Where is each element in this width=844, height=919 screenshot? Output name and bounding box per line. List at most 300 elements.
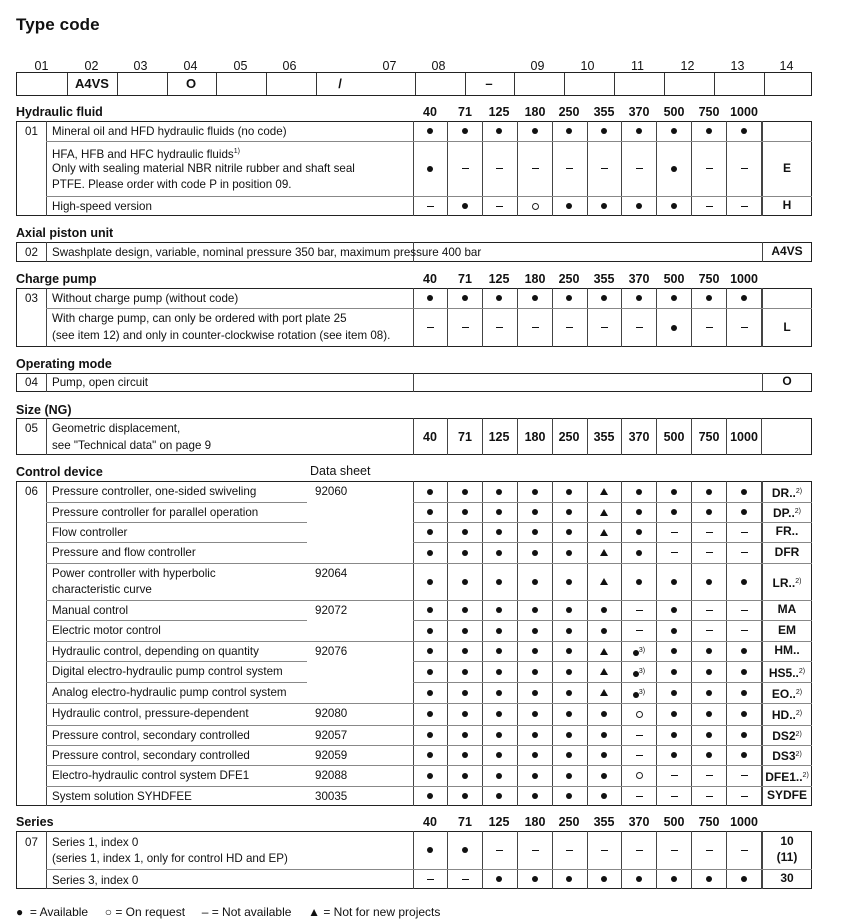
availability-mark	[587, 123, 622, 139]
availability-mark	[448, 574, 483, 590]
mark-glyph	[532, 489, 538, 495]
availability-mark	[482, 545, 517, 561]
availability-mark	[727, 290, 762, 306]
box-divider	[664, 73, 665, 95]
availability-mark	[518, 574, 553, 590]
availability-mark	[727, 623, 762, 639]
availability-mark	[587, 545, 622, 561]
position-number: 14	[779, 59, 794, 73]
availability-mark	[518, 747, 553, 763]
mark-glyph	[462, 550, 468, 556]
availability-mark	[587, 685, 622, 701]
availability-mark	[448, 290, 483, 306]
size-header: 40	[423, 105, 437, 119]
availability-mark	[518, 545, 553, 561]
mark-glyph	[741, 552, 748, 553]
order-code	[762, 871, 812, 886]
availability-mark	[657, 504, 692, 520]
mark-glyph	[741, 128, 747, 134]
size-header: 750	[698, 272, 720, 286]
availability-mark	[587, 161, 622, 177]
availability-mark	[587, 320, 622, 336]
row-separator	[413, 765, 812, 766]
availability-mark	[552, 504, 587, 520]
availability-mark	[692, 706, 727, 722]
availability-mark	[622, 161, 657, 177]
data-sheet-number: 92072	[315, 604, 348, 617]
availability-mark	[482, 747, 517, 763]
availability-mark	[657, 788, 692, 804]
mark-glyph	[601, 752, 607, 758]
availability-mark	[552, 706, 587, 722]
size-header: 40	[423, 272, 437, 286]
availability-mark	[657, 123, 692, 139]
footnote-ref: 2)	[795, 731, 802, 738]
availability-mark	[482, 871, 517, 887]
row-number: 06	[25, 485, 38, 498]
footnote-ref: 2)	[798, 667, 806, 675]
row-separator	[46, 703, 307, 704]
mark-glyph	[566, 579, 572, 585]
mark-glyph	[600, 549, 608, 556]
availability-mark	[692, 320, 727, 336]
mark-glyph	[706, 327, 713, 328]
row-text: Series 1, index 0	[52, 836, 139, 849]
row-text: Pressure control, secondary controlled	[52, 749, 250, 762]
row-text: Pressure and flow controller	[52, 546, 196, 559]
mark-glyph	[496, 669, 502, 675]
mark-glyph	[427, 166, 433, 172]
row-separator	[46, 745, 307, 746]
row-separator	[307, 703, 413, 704]
availability-mark	[587, 484, 622, 500]
availability-mark	[413, 320, 448, 336]
availability-mark: 3)	[622, 643, 657, 659]
mark-glyph	[427, 529, 433, 535]
size-header: 125	[488, 815, 510, 829]
row-text: characteristic curve	[52, 583, 152, 596]
availability-mark	[482, 290, 517, 306]
order-code	[762, 727, 812, 744]
size-header: 71	[458, 815, 472, 829]
row-number: 03	[25, 292, 38, 305]
mark-glyph	[741, 752, 747, 758]
footnote-ref: 2)	[795, 577, 802, 585]
size-header: 750	[698, 815, 720, 829]
availability-mark	[518, 706, 553, 722]
data-sheet-number: 92088	[315, 769, 348, 782]
availability-mark	[657, 664, 692, 680]
availability-mark	[448, 842, 483, 858]
mark-glyph	[741, 532, 748, 533]
size-value: 750	[698, 430, 720, 444]
availability-mark	[518, 643, 553, 659]
order-code	[762, 850, 812, 865]
order-code	[762, 320, 812, 335]
availability-mark	[448, 545, 483, 561]
code-box-value: O	[185, 76, 197, 91]
availability-mark	[552, 871, 587, 887]
row-text: Swashplate design, variable, nominal pressure 350 bar, maximum pressure 400 bar	[52, 246, 482, 259]
data-sheet-number: 30035	[315, 790, 348, 803]
availability-mark	[727, 871, 762, 887]
availability-mark	[448, 504, 483, 520]
mark-glyph	[636, 755, 643, 756]
availability-mark	[692, 290, 727, 306]
size-header: 250	[558, 815, 580, 829]
order-code-value: DR..	[771, 485, 796, 500]
availability-mark	[482, 320, 517, 336]
availability-mark	[622, 706, 657, 722]
row-separator	[46, 308, 812, 309]
mark-glyph	[566, 327, 573, 328]
row-separator	[307, 563, 413, 564]
availability-mark	[692, 161, 727, 177]
size-header: 355	[593, 815, 615, 829]
mark-glyph	[600, 578, 608, 585]
row-text: Pressure controller for parallel operation	[52, 506, 259, 519]
mark-glyph	[636, 610, 643, 611]
availability-mark	[482, 504, 517, 520]
availability-mark	[692, 574, 727, 590]
mark-glyph	[566, 732, 572, 738]
mark-glyph	[601, 295, 607, 301]
row-separator	[46, 542, 307, 543]
availability-mark	[482, 198, 517, 214]
row-separator	[413, 745, 812, 746]
column-divider	[413, 373, 414, 392]
mark-glyph	[566, 550, 572, 556]
availability-mark	[692, 602, 727, 618]
availability-mark	[657, 643, 692, 659]
mark-glyph	[462, 203, 468, 209]
availability-mark	[587, 574, 622, 590]
mark-glyph	[741, 876, 747, 882]
availability-mark	[413, 842, 448, 858]
order-code	[762, 161, 812, 176]
mark-glyph	[671, 711, 677, 717]
box-divider	[764, 73, 765, 95]
availability-mark	[692, 871, 727, 887]
mark-glyph	[671, 489, 677, 495]
mark-glyph	[636, 796, 643, 797]
availability-mark	[518, 842, 553, 858]
type-code-boxes	[16, 72, 812, 96]
availability-mark	[448, 727, 483, 743]
availability-mark	[657, 161, 692, 177]
mark-glyph	[566, 295, 572, 301]
availability-mark	[657, 768, 692, 784]
availability-mark	[622, 788, 657, 804]
mark-glyph	[601, 732, 607, 738]
row-separator	[307, 641, 413, 642]
mark-glyph	[706, 711, 712, 717]
mark-glyph	[566, 876, 572, 882]
mark-glyph	[671, 732, 677, 738]
mark-glyph	[427, 773, 433, 779]
availability-mark	[552, 685, 587, 701]
mark-glyph	[427, 509, 433, 515]
mark-glyph	[706, 876, 712, 882]
mark-glyph	[427, 206, 434, 207]
availability-mark	[587, 842, 622, 858]
column-divider	[46, 121, 47, 216]
availability-mark: 3)	[622, 664, 657, 680]
availability-mark	[413, 574, 448, 590]
section-heading: Size (NG)	[16, 403, 72, 417]
order-code-value: L	[783, 319, 791, 334]
availability-mark	[657, 623, 692, 639]
mark-glyph	[532, 327, 539, 328]
availability-mark	[727, 685, 762, 701]
mark-glyph	[462, 529, 468, 535]
mark-glyph	[427, 607, 433, 613]
row-separator	[413, 600, 812, 601]
position-number: 12	[680, 59, 695, 73]
column-divider	[46, 373, 47, 392]
mark-glyph	[706, 295, 712, 301]
size-header: 500	[663, 105, 685, 119]
mark-glyph	[462, 509, 468, 515]
position-number: 03	[133, 59, 148, 73]
mark-glyph	[671, 690, 677, 696]
row-separator	[413, 786, 812, 787]
order-code	[762, 664, 812, 681]
position-number: 13	[730, 59, 745, 73]
row-text: System solution SYHDFEE	[52, 790, 192, 803]
mark-glyph	[706, 168, 713, 169]
row-text: PTFE. Please order with code P in position 09.	[52, 178, 292, 191]
mark-glyph	[600, 668, 608, 675]
row-text: (series 1, index 1, only for control HD and EP)	[52, 852, 288, 865]
availability-mark	[727, 574, 762, 590]
availability-mark	[552, 524, 587, 540]
availability-mark	[692, 664, 727, 680]
data-sheet-number: 92064	[315, 567, 348, 580]
availability-mark	[622, 198, 657, 214]
row-text: Electro-hydraulic control system DFE1	[52, 769, 250, 782]
footnote-ref: 1)	[233, 148, 240, 155]
footnote-ref: 2)	[795, 751, 802, 758]
row-text: Series 3, index 0	[52, 874, 139, 887]
size-header: 71	[458, 105, 472, 119]
availability-mark	[657, 524, 692, 540]
availability-mark	[587, 198, 622, 214]
availability-mark	[622, 524, 657, 540]
mark-glyph	[566, 128, 572, 134]
availability-mark	[552, 643, 587, 659]
order-code	[762, 834, 812, 849]
size-header: 40	[423, 815, 437, 829]
mark-glyph	[671, 532, 678, 533]
availability-mark	[413, 643, 448, 659]
availability-mark	[413, 602, 448, 618]
row-number: 05	[25, 422, 38, 435]
mark-glyph	[741, 630, 748, 631]
mark-glyph	[496, 732, 502, 738]
position-number: 09	[530, 59, 545, 73]
row-separator	[413, 661, 812, 662]
size-header: 250	[558, 272, 580, 286]
mark-glyph	[462, 628, 468, 634]
mark-glyph	[566, 669, 572, 675]
availability-mark	[518, 484, 553, 500]
availability-mark	[413, 123, 448, 139]
availability-mark	[413, 727, 448, 743]
mark-glyph	[496, 489, 502, 495]
row-separator	[413, 703, 812, 704]
availability-mark	[622, 320, 657, 336]
mark-glyph	[427, 628, 433, 634]
availability-mark	[518, 727, 553, 743]
order-code	[762, 244, 812, 259]
section-heading: Charge pump	[16, 272, 97, 286]
mark-glyph	[671, 325, 677, 331]
data-sheet-number: 92076	[315, 645, 348, 658]
row-separator	[413, 641, 812, 642]
row-separator	[307, 745, 413, 746]
order-code-value: DP..	[772, 506, 795, 520]
availability-mark	[657, 574, 692, 590]
availability-mark	[657, 602, 692, 618]
mark-glyph	[706, 732, 712, 738]
footnote-ref: 2)	[794, 508, 802, 515]
row-separator	[413, 522, 812, 523]
footnote-ref: 2)	[795, 688, 803, 696]
order-code-value: EM	[778, 622, 796, 637]
mark-glyph	[566, 628, 572, 634]
mark-glyph	[532, 793, 538, 799]
row-separator	[46, 641, 307, 642]
order-code-value: H	[782, 198, 792, 212]
size-value: 180	[524, 430, 546, 444]
mark-glyph	[706, 532, 713, 533]
availability-mark	[482, 768, 517, 784]
row-text: Digital electro-hydraulic pump control system	[52, 665, 283, 678]
availability-mark	[552, 320, 587, 336]
mark-glyph	[462, 773, 468, 779]
row-separator	[307, 765, 413, 766]
availability-mark	[482, 664, 517, 680]
availability-mark	[552, 664, 587, 680]
mark-glyph	[427, 793, 433, 799]
availability-mark	[622, 504, 657, 520]
availability-mark	[448, 664, 483, 680]
mark-glyph	[671, 669, 677, 675]
availability-mark	[518, 524, 553, 540]
availability-mark	[413, 871, 448, 887]
data-sheet-header: Data sheet	[310, 464, 371, 478]
mark-glyph	[532, 732, 538, 738]
mark-glyph	[496, 648, 502, 654]
mark-glyph	[706, 752, 712, 758]
size-header: 355	[593, 272, 615, 286]
mark-glyph	[706, 648, 712, 654]
mark-glyph	[462, 879, 469, 880]
order-code	[762, 374, 812, 389]
availability-mark	[448, 484, 483, 500]
size-value: 40	[423, 430, 437, 444]
availability-mark	[552, 747, 587, 763]
mark-glyph	[706, 775, 713, 776]
row-separator	[46, 661, 307, 662]
order-code	[762, 602, 812, 617]
row-text: Without charge pump (without code)	[52, 292, 239, 305]
availability-mark	[727, 123, 762, 139]
mark-glyph	[636, 529, 642, 535]
row-separator	[46, 196, 812, 197]
row-separator	[46, 522, 307, 523]
availability-mark	[552, 545, 587, 561]
availability-mark	[692, 524, 727, 540]
order-code	[762, 524, 812, 539]
availability-mark	[413, 747, 448, 763]
footnote-ref: 2)	[795, 487, 803, 495]
mark-glyph	[636, 295, 642, 301]
mark-glyph	[566, 529, 572, 535]
mark-glyph	[532, 168, 539, 169]
size-header: 180	[524, 272, 546, 286]
availability-mark	[692, 504, 727, 520]
size-value: 250	[558, 430, 580, 444]
mark-glyph	[706, 206, 713, 207]
mark-glyph	[496, 711, 502, 717]
row-text: Geometric displacement,	[52, 422, 181, 435]
availability-mark	[413, 504, 448, 520]
availability-mark	[657, 198, 692, 214]
mark-glyph	[706, 509, 712, 515]
order-code-value: O	[782, 374, 792, 388]
mark-glyph	[427, 648, 433, 654]
data-sheet-number: 92080	[315, 707, 348, 720]
order-code-value: HM..	[774, 643, 800, 657]
availability-mark	[587, 788, 622, 804]
availability-mark	[622, 545, 657, 561]
size-header: 370	[628, 272, 650, 286]
code-box-value: A4VS	[75, 76, 109, 91]
mark-glyph	[532, 850, 539, 851]
availability-mark	[482, 161, 517, 177]
mark-glyph	[427, 669, 433, 675]
mark-glyph	[671, 166, 677, 172]
mark-glyph	[601, 793, 607, 799]
availability-mark	[482, 574, 517, 590]
availability-mark	[692, 788, 727, 804]
size-header: 500	[663, 815, 685, 829]
mark-glyph	[671, 752, 677, 758]
order-code-value: DFR	[774, 544, 800, 559]
row-text: Pressure controller, one-sided swiveling	[52, 485, 257, 498]
availability-mark	[727, 842, 762, 858]
row-number: 02	[25, 246, 38, 259]
mark-glyph	[671, 579, 677, 585]
availability-mark	[587, 524, 622, 540]
availability-mark	[657, 484, 692, 500]
availability-mark	[413, 623, 448, 639]
availability-mark	[587, 623, 622, 639]
availability-mark	[413, 484, 448, 500]
availability-mark	[622, 484, 657, 500]
availability-mark	[552, 788, 587, 804]
mark-glyph	[532, 690, 538, 696]
row-separator	[46, 725, 307, 726]
row-text: Hydraulic control, pressure-dependent	[52, 707, 249, 720]
mark-glyph	[741, 168, 748, 169]
availability-mark	[622, 871, 657, 887]
availability-mark	[727, 545, 762, 561]
mark-glyph	[671, 128, 677, 134]
availability-mark	[448, 706, 483, 722]
